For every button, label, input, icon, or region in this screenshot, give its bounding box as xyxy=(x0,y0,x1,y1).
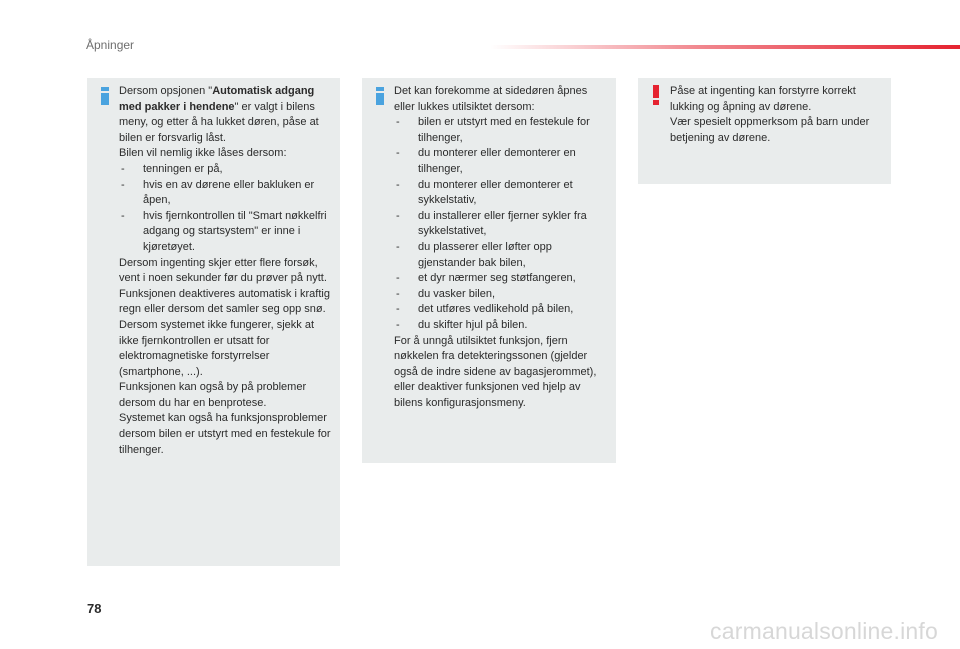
watermark: carmanualsonline.info xyxy=(710,618,938,644)
paragraph: Systemet kan også ha funksjonsproblemer dersom bilen er utstyrt med en festekule for tilhenger. xyxy=(119,412,331,456)
intro-paragraph xyxy=(119,84,334,146)
info-icon xyxy=(97,87,113,105)
page-header-title: Åpninger xyxy=(86,38,135,52)
intro-post: " er valgt i bilens meny, og etter å ha lukket døren, påse at bilen er forsvarlig låst. xyxy=(119,100,319,144)
warning-box-doors xyxy=(638,78,891,184)
lead-text: Det kan forekomme at sidedøren åpnes eller lukkes utilsiktet dersom: xyxy=(394,85,588,113)
list-item: - et dyr nærmer seg støtfangeren, xyxy=(394,271,610,287)
list-item: - du vasker bilen, xyxy=(394,287,610,303)
info-box-side-door xyxy=(362,78,616,463)
paragraph: Funksjonen deaktiveres automatisk i kraftig regn eller dersom det samler seg opp snø. xyxy=(119,287,330,316)
list-item: - du skifter hjul på bilen. xyxy=(394,318,610,334)
list-item: - du plasserer eller løfter opp gjenstander bak bilen, xyxy=(394,240,610,271)
list-item: - hvis fjernkontrollen til "Smart nøkkelfri adgang og startsystem" er inne i kjøretøyet. xyxy=(119,209,334,256)
list-item: - tenningen er på, xyxy=(119,162,334,178)
list-item: - du installerer eller fjerner sykler fra sykkelstativet, xyxy=(394,209,610,240)
paragraph: Påse at ingenting kan forstyrre korrekt lukking og åpning av dørene. xyxy=(670,85,856,113)
paragraph: Dersom systemet ikke fungerer, sjekk at ikke fjernkontrollen er utsatt for elektromagnetiske forstyrrelser (smartphone, ...). xyxy=(119,318,315,378)
paragraph: Funksjonen kan også by på problemer dersom du har en benprotese. xyxy=(119,381,307,409)
lead-text: Bilen vil nemlig ikke låses dersom: xyxy=(119,147,287,160)
intro-pre: Dersom opsjonen " xyxy=(119,85,213,97)
list-item: - bilen er utstyrt med en festekule for tilhenger, xyxy=(394,115,610,146)
list-item: - hvis en av dørene eller bakluken er åpen, xyxy=(119,178,334,209)
closing-paragraph: For å unngå utilsiktet funksjon, fjern nøkkelen fra detekteringssonen (gjelder også de indre sidene av bagasjerommet), eller deaktiver funksjonen ved hjelp av bilens konfigurasjonsmeny. xyxy=(394,334,597,409)
info-box-automatic-access-text xyxy=(119,84,334,458)
list-item: - det utføres vedlikehold på bilen, xyxy=(394,302,610,318)
paragraph: Vær spesielt oppmerksom på barn under betjening av dørene. xyxy=(670,116,870,144)
option-name: Automatisk adgang med pakker i hendene xyxy=(119,85,315,113)
info-box-automatic-access xyxy=(87,78,340,566)
page-number: 78 xyxy=(87,601,102,616)
info-box-side-door-text xyxy=(394,84,610,411)
warning-box-doors-text xyxy=(670,84,885,146)
info-icon xyxy=(372,87,388,105)
paragraph: Dersom ingenting skjer etter flere forsøk, vent i noen sekunder før du prøver på nytt. xyxy=(119,256,327,285)
list-item: - du monterer eller demonterer en tilhenger, xyxy=(394,146,610,177)
list-item: - du monterer eller demonterer et sykkelstativ, xyxy=(394,178,610,209)
warning-icon xyxy=(648,85,664,105)
header-accent-bar xyxy=(490,45,960,49)
